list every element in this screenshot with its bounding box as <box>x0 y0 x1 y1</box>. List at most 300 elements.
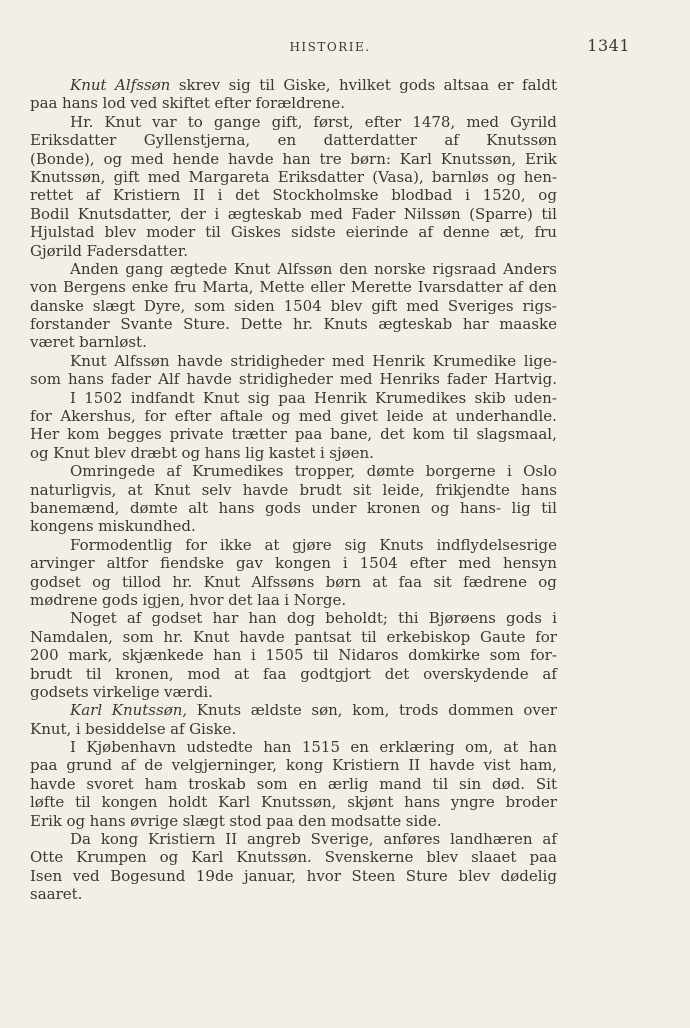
word: Karl <box>191 848 224 867</box>
word: mand <box>379 774 422 793</box>
word: grund <box>66 756 113 775</box>
word: besiddelse <box>85 719 166 738</box>
word: dommen <box>448 701 514 720</box>
word: gange <box>213 112 261 131</box>
word: dræbt <box>130 443 177 462</box>
word: og <box>30 443 49 462</box>
word: 1505 <box>265 646 304 665</box>
word: Sverige, <box>310 830 374 849</box>
word: gav <box>235 554 263 573</box>
word: Dyre, <box>143 296 186 315</box>
text-line <box>30 830 557 848</box>
word: Alf <box>158 370 180 389</box>
word: ved <box>72 866 100 885</box>
word: og <box>92 572 111 591</box>
word: ældste <box>250 701 302 720</box>
word: Akershus, <box>60 407 136 426</box>
word: hr. <box>163 627 184 646</box>
text-line <box>30 554 557 572</box>
word: forældrene. <box>255 94 346 113</box>
word: Kristiern <box>112 186 181 205</box>
word: Alfssøns <box>251 572 315 591</box>
word: at <box>234 664 250 683</box>
word: havde <box>186 370 232 389</box>
word: i <box>250 646 256 665</box>
text-line <box>30 168 557 186</box>
word: af <box>508 278 523 297</box>
word: gods <box>264 498 301 517</box>
word: Knutsdatter, <box>77 204 172 223</box>
text-line <box>30 591 557 609</box>
italic-name-word: Karl <box>70 701 103 720</box>
word: Marta, <box>202 278 254 297</box>
text-line <box>30 775 557 793</box>
word: for <box>30 407 52 426</box>
word: uden- <box>514 388 557 407</box>
word: ved <box>130 94 158 113</box>
word: borgerne <box>425 462 496 481</box>
word: paa <box>529 848 557 867</box>
word: af <box>170 719 185 738</box>
word: anføres <box>383 830 441 849</box>
word: barnløst. <box>79 333 147 352</box>
word: Giske. <box>189 719 237 738</box>
word: 1504 <box>359 554 398 573</box>
word: havde <box>30 774 76 793</box>
word: Knut <box>153 480 191 499</box>
text-line <box>30 738 557 756</box>
word: kongen <box>101 793 158 812</box>
word: stridigheder <box>238 370 333 389</box>
word: og <box>496 167 516 186</box>
word: rettet <box>30 186 74 205</box>
text-line <box>30 205 557 223</box>
word: i <box>506 462 512 481</box>
text-line <box>30 260 557 278</box>
word: at <box>127 480 143 499</box>
text-line <box>30 131 557 149</box>
word: det <box>228 590 253 609</box>
word: paa <box>278 388 306 407</box>
word: blev <box>426 848 459 867</box>
word: paa <box>294 425 323 444</box>
word: Bogesund <box>110 866 186 885</box>
word: thi <box>398 609 419 628</box>
word: Kristiern <box>332 756 400 775</box>
word: løfte <box>30 793 65 812</box>
word: kong <box>285 756 324 775</box>
word: side. <box>405 811 442 830</box>
text-line <box>30 352 557 370</box>
word: banemænd, <box>30 498 120 517</box>
word: Gyrild <box>510 112 557 131</box>
word: i <box>217 186 223 205</box>
word: kronen, <box>115 664 174 683</box>
word: en <box>298 774 318 793</box>
word: Otte <box>30 848 64 867</box>
word: og <box>538 186 557 205</box>
word: fædrene <box>463 572 527 591</box>
word: været <box>30 333 75 352</box>
word: af <box>542 830 557 849</box>
word: Knutssøn, <box>261 793 337 812</box>
word: Karl <box>399 149 432 168</box>
word: selv <box>201 480 232 499</box>
word: over <box>523 701 557 720</box>
word: von <box>30 278 58 297</box>
text-line <box>30 701 557 719</box>
word: svoret <box>86 774 134 793</box>
word: fader <box>110 370 152 389</box>
word: brudt <box>299 480 342 499</box>
word: med <box>406 296 439 315</box>
word: til <box>541 204 557 223</box>
word: faa <box>262 664 287 683</box>
word: sig <box>247 388 270 407</box>
word: hensyn <box>502 554 557 573</box>
word: Knut <box>203 572 241 591</box>
word: for <box>144 407 167 426</box>
word: om, <box>464 738 493 757</box>
word: Stockholmske <box>272 186 379 205</box>
word: det <box>235 186 260 205</box>
word: at <box>432 407 448 426</box>
word: troskab <box>188 774 246 793</box>
word: modsatte <box>330 811 402 830</box>
word: denne <box>442 223 490 242</box>
word: dømte <box>129 498 178 517</box>
word: Gyllenstjerna, <box>143 131 251 150</box>
word: hans <box>67 370 104 389</box>
word: med <box>147 167 181 186</box>
word: slagsmaal, <box>476 425 557 444</box>
word: velgjerninger, <box>171 756 277 775</box>
word: yngre <box>450 793 495 812</box>
text-line <box>30 499 557 517</box>
word: den <box>339 259 368 278</box>
word: fru <box>534 223 557 242</box>
word: (Bonde), <box>30 149 95 168</box>
word: Giske, <box>283 76 331 94</box>
word: havde <box>228 149 274 168</box>
word: børn: <box>350 149 391 168</box>
text-line <box>30 481 557 499</box>
word: hr. <box>292 315 313 334</box>
running-header <box>30 36 630 58</box>
word: i <box>552 609 557 628</box>
word: moder <box>146 223 196 242</box>
word: rigs- <box>522 296 557 315</box>
word: Hartvig. <box>494 370 557 389</box>
word: slaaet <box>471 848 517 867</box>
word: gods <box>101 590 138 609</box>
word: stod <box>229 811 262 830</box>
word: ham <box>144 774 178 793</box>
word: hans <box>218 498 255 517</box>
word: gift <box>113 167 140 186</box>
word: gjøre <box>292 535 332 554</box>
word: sit <box>352 480 372 499</box>
word: aftale <box>219 407 264 426</box>
word: barnløs <box>431 167 489 186</box>
word: Hr. <box>70 112 94 131</box>
word: Noget <box>70 609 117 628</box>
text-line <box>30 407 557 425</box>
word: til <box>541 498 557 517</box>
word: kongens <box>30 517 94 536</box>
word: ægteskab <box>227 204 302 223</box>
text-line <box>30 885 557 903</box>
word: sjøen. <box>329 443 374 462</box>
word: hans <box>204 443 241 462</box>
word: Dette <box>240 315 283 334</box>
word: Karl <box>218 793 251 812</box>
word: Steen <box>351 866 396 885</box>
italic-name-word: Knutssøn, <box>111 701 188 720</box>
word: han <box>263 738 292 757</box>
word: hans <box>404 793 441 812</box>
word: til <box>75 793 91 812</box>
text-line <box>30 186 557 204</box>
word: datterdatter <box>323 131 417 150</box>
word: Krumedike <box>432 351 517 370</box>
word: skiftet <box>161 94 210 113</box>
word: blev <box>94 443 126 462</box>
word: Knuts <box>196 701 242 720</box>
word: værdi. <box>164 682 213 701</box>
word: domkirke <box>408 646 481 665</box>
word: virkelige <box>93 682 160 701</box>
word: Nilssøn <box>403 204 461 223</box>
word: ham, <box>519 756 557 775</box>
word: han <box>282 149 311 168</box>
word: beholdt; <box>325 609 388 628</box>
word: landhæren <box>450 830 533 849</box>
word: skrev <box>178 76 221 94</box>
word: II <box>408 756 421 775</box>
word: Bjørøens <box>428 609 496 628</box>
text-line <box>30 223 557 241</box>
text-line <box>30 94 557 112</box>
word: til <box>432 774 449 793</box>
word: Erik <box>524 149 557 168</box>
word: I <box>70 738 76 757</box>
word: de <box>144 756 163 775</box>
word: Knutssøn, <box>440 149 517 168</box>
word: det <box>384 664 410 683</box>
word: har <box>462 315 489 334</box>
word: altfor <box>106 554 149 573</box>
text-line <box>30 628 557 646</box>
word: Erik <box>30 811 63 830</box>
word: fru <box>174 278 197 297</box>
word: Kjøbenhavn <box>86 738 177 757</box>
word: i <box>284 590 290 609</box>
word: siden <box>234 296 275 315</box>
word: af <box>444 131 459 150</box>
word: i <box>214 204 220 223</box>
word: bane, <box>330 425 373 444</box>
word: maaske <box>499 315 557 334</box>
word: Knuts <box>379 535 424 554</box>
word: godset <box>151 609 203 628</box>
word: den <box>298 811 327 830</box>
word: øvrige <box>130 811 179 830</box>
word: Gaute <box>479 627 526 646</box>
word: hvilket <box>339 76 391 94</box>
word: frikjendte <box>435 480 510 499</box>
word: Sit <box>535 774 557 793</box>
word: Knut <box>53 443 90 462</box>
word: hende <box>172 149 220 168</box>
word: hvor <box>189 590 224 609</box>
word: sin <box>459 774 482 793</box>
word: Bergens <box>63 278 126 297</box>
word: private <box>169 425 224 444</box>
word: Gjørild <box>30 241 83 260</box>
word: indfandt <box>130 388 195 407</box>
word: efter <box>364 112 402 131</box>
word: hans <box>520 480 557 499</box>
word: forstander <box>30 315 110 334</box>
word: og <box>66 811 86 830</box>
word: udstedte <box>186 738 253 757</box>
word: Knut <box>192 627 230 646</box>
word: II <box>225 830 238 849</box>
word: har <box>212 609 239 628</box>
word: Margareta <box>188 167 270 186</box>
word: med <box>331 351 365 370</box>
word: skjønt <box>347 793 394 812</box>
word: godtgjort <box>300 664 371 683</box>
word: Eriksdatter <box>277 167 365 186</box>
word: 1515 <box>301 738 341 757</box>
word: blodbad <box>391 186 453 205</box>
word: død. <box>492 774 526 793</box>
text-line <box>30 812 557 830</box>
word: givet <box>340 407 378 426</box>
word: Knutssøn <box>486 131 557 150</box>
word: eierinde <box>345 223 409 242</box>
word: hr. <box>172 572 193 591</box>
word: norske <box>374 259 426 278</box>
word: af <box>85 186 101 205</box>
word: broder <box>505 793 557 812</box>
word: paa <box>30 94 58 113</box>
word: kongen <box>274 554 331 573</box>
word: Alfssøn <box>277 259 333 278</box>
word: det <box>380 425 405 444</box>
word: to <box>187 112 203 131</box>
word: erklæring <box>379 738 455 757</box>
word: som <box>122 627 154 646</box>
word: Anders <box>503 259 557 278</box>
word: eller <box>310 278 345 297</box>
text-line <box>30 425 557 443</box>
word: i <box>75 719 81 738</box>
word: med <box>466 112 500 131</box>
word: laa <box>257 590 280 609</box>
word: Omringede <box>70 462 156 481</box>
word: gift, <box>271 112 303 131</box>
word: Knut, <box>30 719 72 738</box>
word: lige- <box>523 351 557 370</box>
word: indflydelsesrige <box>436 535 557 554</box>
word: til <box>205 223 221 242</box>
text-line <box>30 665 557 683</box>
word: af <box>166 462 181 481</box>
word: kom <box>67 425 100 444</box>
word: arvinger <box>30 554 95 573</box>
word: altsaa <box>443 76 490 94</box>
word: Merette <box>350 278 412 297</box>
word: blev <box>330 296 363 315</box>
word: hvor <box>306 866 342 885</box>
word: Alfssøn <box>114 351 170 370</box>
word: som <box>489 646 521 665</box>
word: efter <box>409 554 447 573</box>
word: Svenskerne <box>324 848 414 867</box>
word: Knut <box>70 351 107 370</box>
text-line <box>30 333 557 351</box>
word: Sveriges <box>447 296 514 315</box>
word: (Vasa), <box>372 167 424 186</box>
word: 200 <box>30 646 59 665</box>
word: miskundhed. <box>98 517 196 536</box>
word: overskydende <box>423 664 529 683</box>
word: skjænkede <box>121 646 204 665</box>
word: Isen <box>30 866 63 885</box>
word: mod <box>187 664 221 683</box>
word: ægtede <box>169 259 228 278</box>
word: ægteskab <box>378 315 453 334</box>
word: trætter <box>231 425 287 444</box>
word: Svante <box>120 315 173 334</box>
word: tropper, <box>294 462 356 481</box>
text-line <box>30 646 557 664</box>
word: gods <box>399 76 436 94</box>
word: Krumedikes <box>192 462 284 481</box>
word: Oslo <box>523 462 557 481</box>
word: holdt <box>168 793 208 812</box>
word: trods <box>398 701 439 720</box>
word: I <box>70 388 76 407</box>
text-line <box>30 517 557 535</box>
word: hans- <box>460 498 502 517</box>
word: til <box>361 627 377 646</box>
word: og <box>181 443 201 462</box>
word: æt, <box>499 223 525 242</box>
word: paa <box>30 756 58 775</box>
word: Knut <box>233 259 271 278</box>
word: naturligvis, <box>30 480 117 499</box>
running-title: HISTORIE. <box>289 40 371 54</box>
word: kom, <box>352 701 390 720</box>
word: som <box>256 774 288 793</box>
word: angreb <box>246 830 301 849</box>
word: januar, <box>243 866 297 885</box>
text-line <box>30 297 557 315</box>
word: Knut <box>202 388 240 407</box>
text-line <box>30 278 557 296</box>
word: skib <box>474 388 506 407</box>
word: 1478, <box>412 112 456 131</box>
word: havde <box>242 480 289 499</box>
word: Eriksdatter <box>30 131 117 150</box>
text-line <box>30 848 557 866</box>
word: Nidaros <box>338 646 399 665</box>
word: for <box>185 535 207 554</box>
